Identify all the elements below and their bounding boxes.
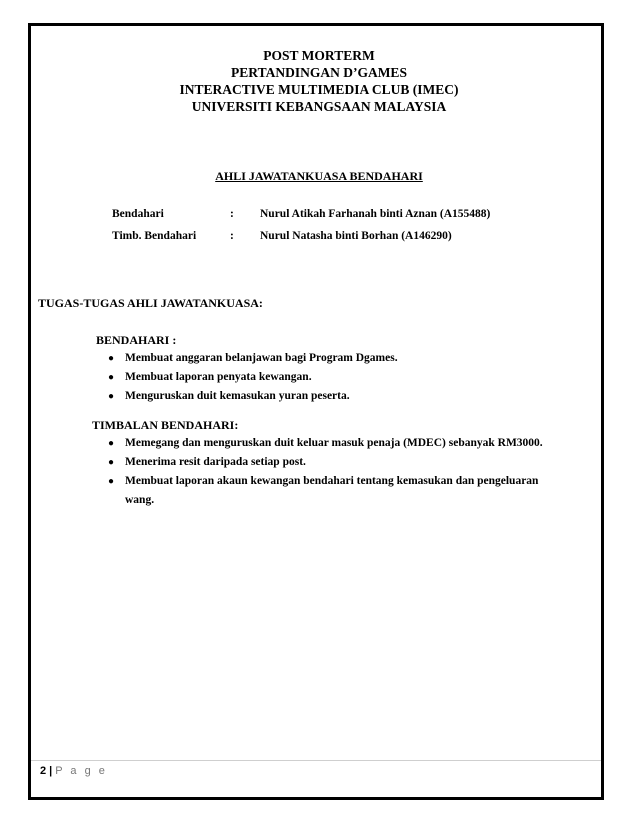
bendahari-heading: BENDAHARI : bbox=[96, 333, 177, 347]
member-role-2: Timb. Bendahari bbox=[112, 230, 197, 242]
bullet-icon: ● bbox=[108, 353, 115, 364]
list-item: ● Membuat anggaran belanjawan bagi Program Dgames. bbox=[108, 349, 588, 368]
doc-title-line-3: INTERACTIVE MULTIMEDIA CLUB (IMEC) bbox=[179, 82, 459, 97]
list-item: ● Menguruskan duit kemasukan yuran peserta. bbox=[108, 387, 588, 406]
bullet-icon: ● bbox=[108, 476, 115, 487]
member-name-1: Nurul Atikah Farhanah binti Aznan (A155488) bbox=[260, 208, 491, 220]
page-border bbox=[28, 23, 604, 800]
page-label: P a g e bbox=[55, 765, 108, 777]
list-item: ● Memegang dan menguruskan duit keluar masuk penaja (MDEC) sebanyak RM3000. bbox=[108, 434, 590, 453]
footer-separator: | bbox=[49, 765, 53, 777]
bullet-icon: ● bbox=[108, 391, 115, 402]
bullet-icon: ● bbox=[108, 438, 115, 449]
duties-title: TUGAS-TUGAS AHLI JAWATANKUASA: bbox=[38, 296, 263, 310]
member-name-2: Nurul Natasha binti Borhan (A146290) bbox=[260, 230, 452, 242]
member-colon-1: : bbox=[230, 208, 234, 220]
doc-title-line-2: PERTANDINGAN D’GAMES bbox=[231, 65, 407, 80]
list-item: ● Menerima resit daripada setiap post. bbox=[108, 453, 590, 472]
timbalan-heading: TIMBALAN BENDAHARI: bbox=[92, 418, 239, 432]
bullet-icon: ● bbox=[108, 372, 115, 383]
committee-title: AHLI JAWATANKUASA BENDAHARI bbox=[215, 169, 423, 183]
timbalan-task-list bbox=[108, 434, 590, 510]
page-number: 2 bbox=[40, 765, 47, 777]
doc-title-line-4: UNIVERSITI KEBANGSAAN MALAYSIA bbox=[191, 99, 447, 114]
bendahari-task-list bbox=[108, 349, 588, 406]
bullet-icon: ● bbox=[108, 457, 115, 468]
list-item: ● Membuat laporan akaun kewangan bendahari tentang kemasukan dan pengeluaran wang. bbox=[108, 472, 590, 510]
footer-divider bbox=[31, 760, 601, 761]
list-item: ● Membuat laporan penyata kewangan. bbox=[108, 368, 588, 387]
member-colon-2: : bbox=[230, 230, 234, 242]
member-role-1: Bendahari bbox=[112, 208, 164, 220]
doc-title-line-1: POST MORTERM bbox=[263, 48, 375, 63]
page-footer bbox=[40, 765, 107, 777]
